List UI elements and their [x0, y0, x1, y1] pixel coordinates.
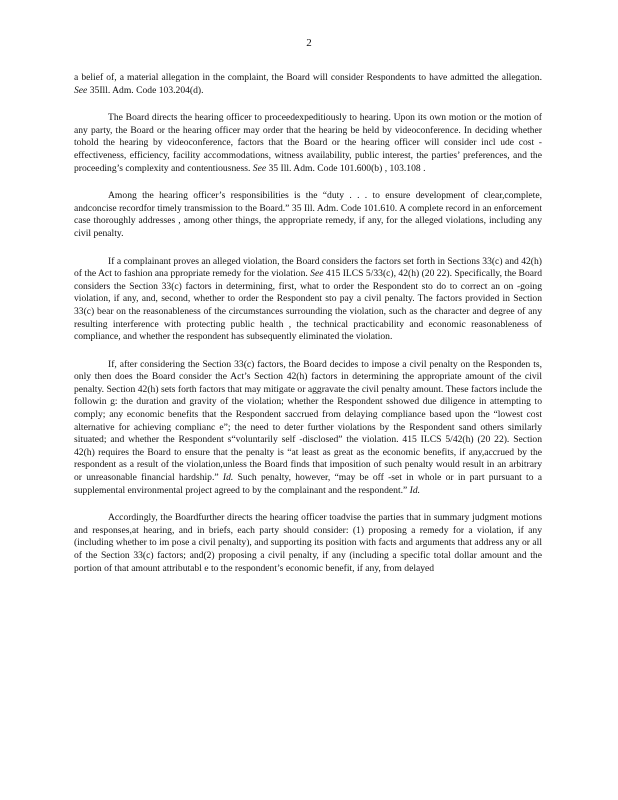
citation-signal: Id. [222, 472, 234, 484]
paragraph-text: 415 ILCS 5/33(c), 42(h) (20 22). Specifically, the Board considers the Section 33(c) factors in determining, first, what to order the Respondent sto do to correct an on -going violation, if any, and, second, whether to order the Respondent sto pay a civil penalty. The factors provided in Section 33(c) bear on the reasonableness of the circumstances surrounding the violation, such as the character and degree of any resulting interference with protecting public health , the technical practicability and economic reasonableness of compliance, and whether the respondent has subsequently eliminated the violation. [74, 268, 542, 343]
paragraph-hearing-officer-duties [74, 190, 542, 240]
paragraph-text: 35Ill. Adm. Code 103.204(d). [87, 84, 204, 96]
paragraph-text: Accordingly, the Boardfurther directs the hearing officer toadvise the parties that in summary judgment motions and responses,at hearing, and in briefs, each party should consider: (1) proposing a remedy for a violation, if any (including whether to im pose a civil penalty), and supporting its position with facts and arguments that address any or all of the Section 33(c) factors; and(2) proposing a civil penalty, if any (including a specific total dollar amount and the portion of that amount attributabl e to the respondent’s economic benefit, if any, from delayed [74, 512, 542, 574]
paragraph-hearing-directive [74, 112, 542, 175]
paragraph-remedy-factors [74, 256, 542, 344]
document-body [74, 72, 542, 575]
paragraph-text: Such penalty, however, “may be off -set in whole or in part pursuant to a supplemental environmental project agreed to by the complainant and the respondent.” [74, 472, 542, 496]
paragraph-text: Among the hearing officer’s responsibilities is the “duty . . . to ensure development of clear,complete, andconcise recordfor timely transmission to the Board.” 35 Ill. Adm. Code 101.610. A complete record in an enforcement case thoroughly addresses , among other things, the appropriate remedy, if any, for the alleged violations, including any civil penalty. [74, 190, 542, 239]
citation-signal: See [74, 84, 88, 96]
paragraph-text: 35 Ill. Adm. Code 101.600(b) , 103.108 . [266, 162, 426, 174]
paragraph-text: The Board directs the hearing officer to proceedexpeditiously to hearing. Upon its own motion or the motion of any party, the Board or the hearing officer may order that the hearing be held by videoconference. In deciding whether tohold the hearing by videoconference, factors that the Board or the hearing officer will consider incl ude cost -effectiveness, efficiency, facility accommodations, witness availability, public interest, the parties’ preferences, and the proceeding’s complexity and contentiousness. [74, 112, 542, 174]
paragraph-text: If, after considering the Section 33(c) factors, the Board decides to impose a civil penalty on the Responden ts, only then does the Board consider the Act’s Section 42(h) factors in determining the appropriate amount of the civil penalty. Section 42(h) sets forth factors that may mitigate or aggravate the civil penalty amount. These factors include the followin g: the duration and gravity of the violation; whether the Respondent sshowed due diligence in attempting to comply; any economic benefits that the Respondent saccrued from delaying compliance based upon the “lowest cost alternative for achieving complianc e”; the need to deter further violations by the Respondent sand others similarly situated; and whether the Respondent s“voluntarily self -disclosed” the violation. 415 ILCS 5/42(h) (20 22). Section 42(h) requires the Board to ensure that the penalty is “at least as great as the economic benefits, if any,accrued by the respondent as a result of the violation,unless the Board finds that imposition of such penalty would result in an arbitrary or unreasonable financial hardship.” [74, 358, 542, 484]
page-number: 2 [306, 37, 312, 49]
citation-signal: Id. [409, 484, 421, 496]
citation-signal: See [310, 268, 324, 280]
paragraph-text: If a complainant proves an alleged violation, the Board considers the factors set forth in Sections 33(c) and 42(h) of the Act to fashion ana ppropriate remedy for the violation. [74, 255, 542, 280]
paragraph-party-instructions [74, 512, 542, 575]
paragraph-continued-allegation [74, 72, 542, 97]
citation-signal: See [252, 162, 267, 174]
paragraph-text: a belief of, a material allegation in the complaint, the Board will consider Respondents to have admitted the allegation. [74, 72, 542, 83]
paragraph-civil-penalty [74, 359, 542, 498]
